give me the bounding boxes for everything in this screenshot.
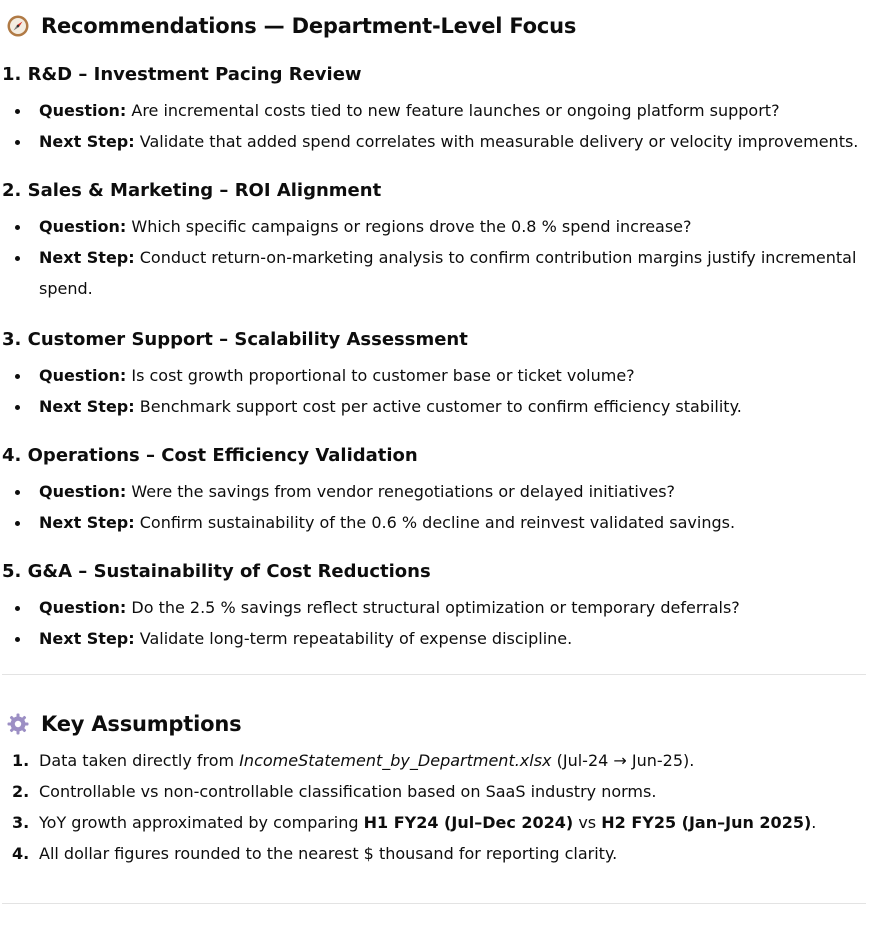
next-step-text: Conduct return-on-marketing analysis to confirm contribution margins justify incremental spend. (39, 248, 857, 298)
recommendation-section (2, 64, 867, 180)
section-heading: 2. Sales & Marketing – ROI Alignment (2, 180, 382, 201)
list-item (5, 776, 867, 807)
question-text: Which specific campaigns or regions drove the 0.8 % spend increase? (126, 217, 692, 236)
question-item (5, 592, 867, 623)
next-step-item (5, 242, 867, 304)
section-heading: 5. G&A – Sustainability of Cost Reductions (2, 561, 431, 582)
next-step-text: Benchmark support cost per active customer to confirm efficiency stability. (134, 397, 742, 416)
question-item (5, 360, 867, 391)
next-step-text: Confirm sustainability of the 0.6 % decline and reinvest validated savings. (134, 513, 736, 532)
gear-icon (5, 711, 31, 737)
item-text: All dollar figures rounded to the nearest $ thousand for reporting clarity. (39, 844, 618, 863)
next-step-item (5, 391, 867, 422)
assumptions-title: Key Assumptions (41, 712, 242, 736)
question-label: Question: (39, 217, 127, 236)
next-step-label: Next Step: (39, 513, 135, 532)
next-step-item (5, 126, 867, 157)
question-text: Is cost growth proportional to customer base or ticket volume? (126, 366, 635, 385)
question-item (5, 211, 867, 242)
list-number: 4. (12, 844, 30, 863)
next-step-item (5, 507, 867, 538)
question-label: Question: (39, 598, 127, 617)
question-label: Question: (39, 482, 127, 501)
next-step-item (5, 623, 867, 654)
recommendations-heading (5, 14, 867, 38)
next-step-label: Next Step: (39, 132, 135, 151)
item-text: vs (573, 813, 602, 832)
document (0, 14, 867, 904)
file-name: IncomeStatement_by_Department.xlsx (239, 751, 552, 770)
section-heading: 3. Customer Support – Scalability Assessment (2, 329, 468, 350)
next-step-text: Validate that added spend correlates with measurable delivery or velocity improvements. (134, 132, 859, 151)
next-step-label: Next Step: (39, 629, 135, 648)
question-item (5, 476, 867, 507)
next-step-label: Next Step: (39, 248, 135, 267)
compass-icon (5, 13, 31, 39)
period-h1: H1 FY24 (Jul–Dec 2024) (363, 813, 574, 832)
divider (2, 674, 866, 675)
item-text: (Jul-24 → Jun-25). (551, 751, 695, 770)
recommendation-section (2, 561, 867, 674)
next-step-label: Next Step: (39, 397, 135, 416)
question-label: Question: (39, 366, 127, 385)
section-heading: 1. R&D – Investment Pacing Review (2, 64, 362, 85)
list-item (5, 745, 867, 776)
recommendation-section (2, 445, 867, 561)
next-step-text: Validate long-term repeatability of expense discipline. (134, 629, 573, 648)
item-text: Controllable vs non-controllable classification based on SaaS industry norms. (39, 782, 657, 801)
assumptions-list (5, 745, 867, 869)
item-text: . (811, 813, 817, 832)
list-number: 3. (12, 813, 30, 832)
list-number: 1. (12, 751, 30, 770)
question-label: Question: (39, 101, 127, 120)
question-text: Were the savings from vendor renegotiations or delayed initiatives? (126, 482, 676, 501)
recommendation-section (2, 329, 867, 445)
item-text: Data taken directly from (39, 751, 240, 770)
recommendations-title: Recommendations — Department-Level Focus (41, 14, 577, 38)
question-text: Do the 2.5 % savings reflect structural optimization or temporary deferrals? (126, 598, 740, 617)
item-text: YoY growth approximated by comparing (39, 813, 364, 832)
period-h2: H2 FY25 (Jan–Jun 2025) (601, 813, 812, 832)
list-item (5, 807, 867, 838)
assumptions-heading (5, 711, 867, 737)
question-item (5, 95, 867, 126)
recommendation-section (2, 180, 867, 329)
list-item (5, 838, 867, 869)
divider (2, 903, 866, 904)
list-number: 2. (12, 782, 30, 801)
section-heading: 4. Operations – Cost Efficiency Validation (2, 445, 418, 466)
question-text: Are incremental costs tied to new feature launches or ongoing platform support? (126, 101, 780, 120)
